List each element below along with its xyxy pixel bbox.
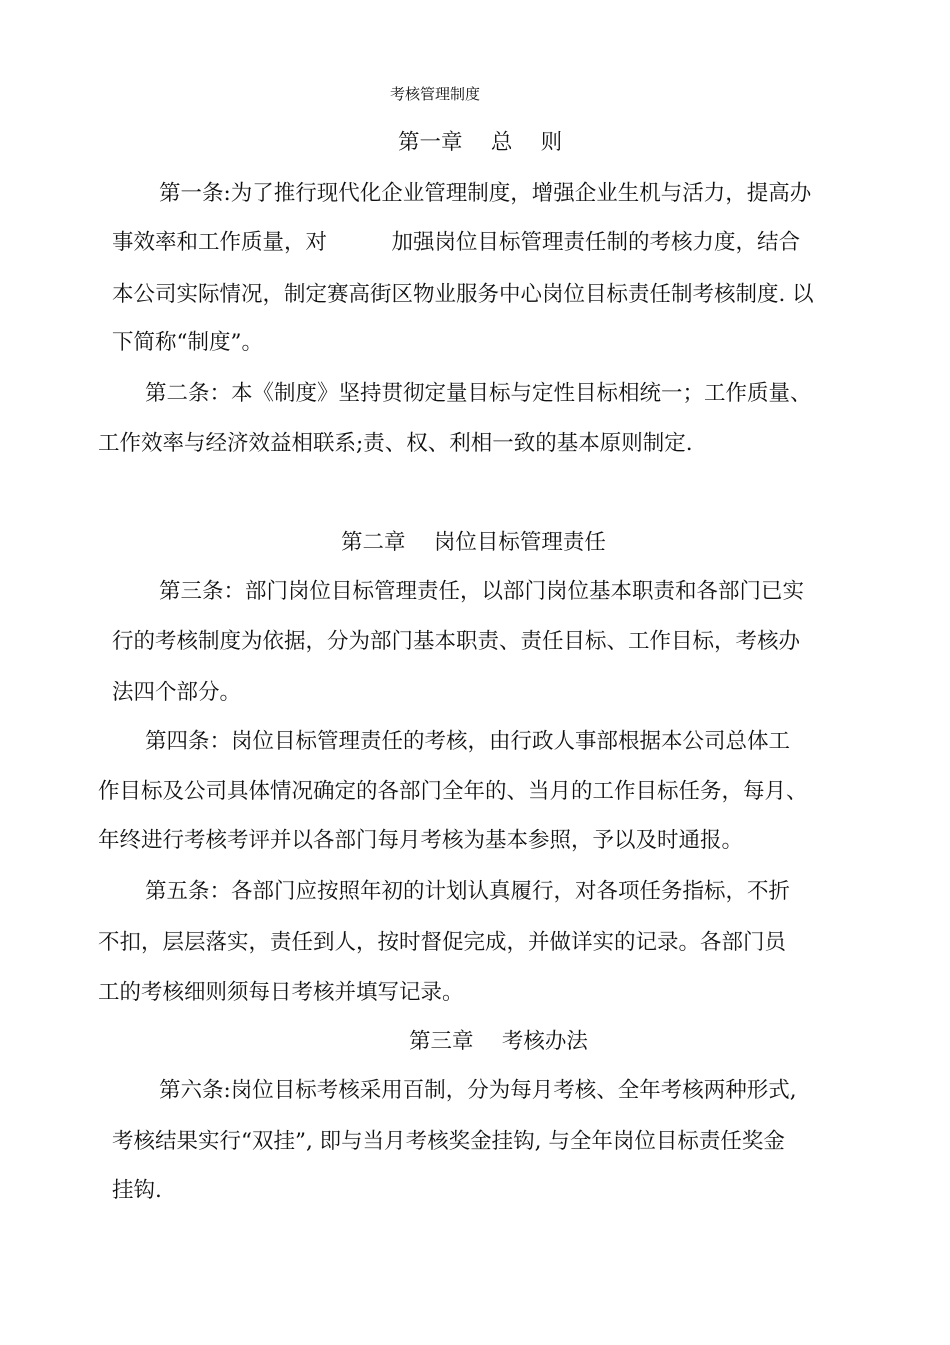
article-line: 不扣，层层落实，责任到人，按时督促完成，并做详实的记录。各部门员 bbox=[98, 930, 787, 955]
chapter-heading: 第一章 总 则 bbox=[398, 130, 563, 155]
chapter-heading: 第三章 考核办法 bbox=[409, 1029, 588, 1054]
article-line: 年终进行考核考评并以各部门每月考核为基本参照，予以及时通报。 bbox=[98, 828, 744, 853]
article-line: 第三条：部门岗位目标管理责任，以部门岗位基本职责和各部门已实 bbox=[159, 579, 805, 604]
article-line: 第六条:岗位目标考核采用百制，分为每月考核、全年考核两种形式, bbox=[159, 1078, 797, 1103]
article-line: 第四条：岗位目标管理责任的考核，由行政人事部根据本公司总体工 bbox=[145, 729, 791, 754]
chapter-heading: 第二章 岗位目标管理责任 bbox=[341, 530, 606, 555]
article-line: 工的考核细则须每日考核并填写记录。 bbox=[98, 980, 464, 1005]
article-line: 第二条：本《制度》坚持贯彻定量目标与定性目标相统一；工作质量、 bbox=[145, 381, 812, 406]
article-line: 本公司实际情况，制定赛高街区物业服务中心岗位目标责任制考核制度. 以 bbox=[112, 282, 814, 307]
article-line: 法四个部分。 bbox=[112, 680, 242, 705]
article-line: 第一条:为了推行现代化企业管理制度，增强企业生机与活力，提高办 bbox=[159, 181, 812, 206]
article-line: 行的考核制度为依据，分为部门基本职责、责任目标、工作目标，考核办 bbox=[112, 629, 801, 654]
article-line: 考核结果实行“双挂”, 即与当月考核奖金挂钩, 与全年岗位目标责任奖金 bbox=[112, 1129, 785, 1154]
article-line: 事效率和工作质量，对 加强岗位目标管理责任制的考核力度，结合 bbox=[112, 230, 801, 255]
article-line: 下简称“制度”。 bbox=[112, 330, 263, 355]
article-line: 第五条：各部门应按照年初的计划认真履行，对各项任务指标，不折 bbox=[145, 879, 791, 904]
article-line: 挂钩. bbox=[112, 1178, 162, 1203]
article-line: 工作效率与经济效益相联系;责、权、利相一致的基本原则制定. bbox=[98, 431, 693, 456]
article-line: 作目标及公司具体情况确定的各部门全年的、当月的工作目标任务，每月、 bbox=[98, 779, 808, 804]
running-header: 考核管理制度 bbox=[390, 85, 481, 103]
